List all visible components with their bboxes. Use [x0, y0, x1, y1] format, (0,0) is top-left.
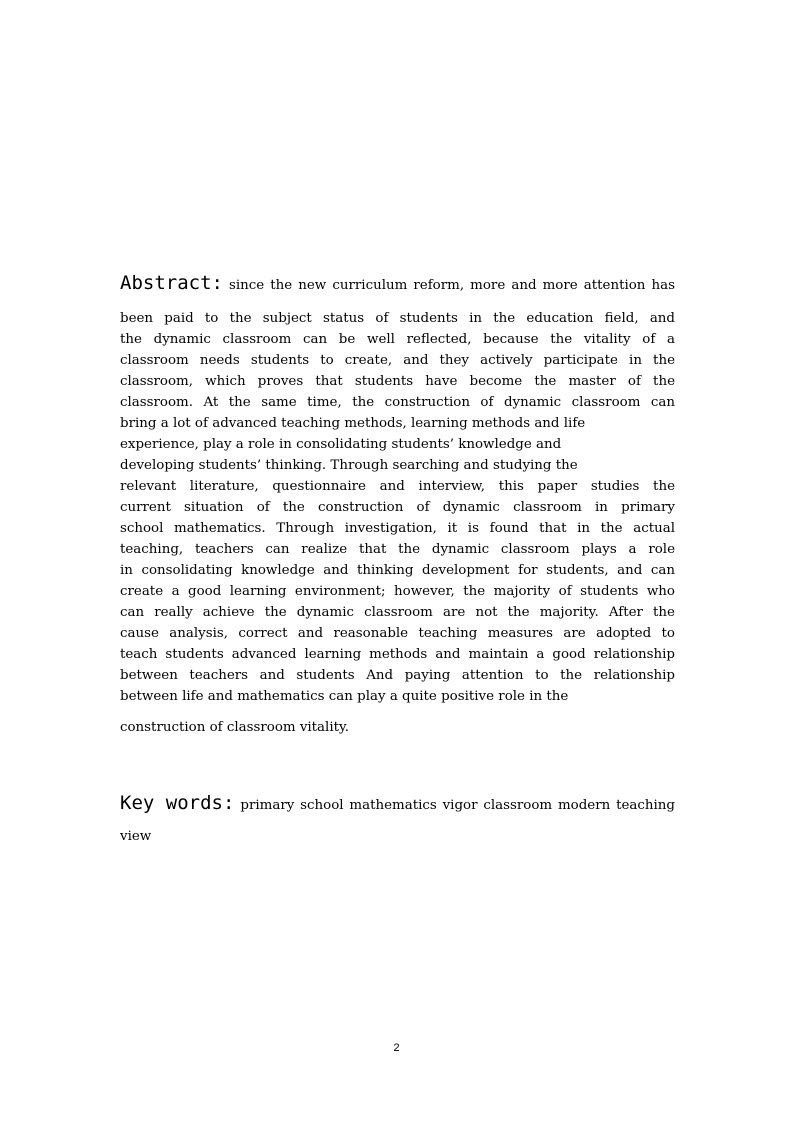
abstract-line: the dynamic classroom can be well reflected, because the vitality of a	[120, 332, 675, 347]
abstract-first-line	[120, 272, 675, 298]
abstract-line: create a good learning environment; however, the majority of students who	[120, 584, 675, 599]
abstract-line: current situation of the construction of dynamic classroom in primary	[120, 500, 675, 515]
keywords-section	[120, 792, 675, 847]
abstract-line: cause analysis, correct and reasonable teaching measures are adopted to	[120, 626, 675, 641]
keywords-text: view	[120, 829, 152, 844]
abstract-line: teaching, teachers can realize that the dynamic classroom plays a role	[120, 542, 675, 557]
abstract-line: experience, play a role in consolidating students’ knowledge and	[120, 437, 562, 452]
abstract-line: between life and mathematics can play a quite positive role in the	[120, 689, 569, 704]
abstract-line: teach students advanced learning methods and maintain a good relationship	[120, 647, 675, 662]
abstract-line: been paid to the subject status of students in the education field, and	[120, 311, 675, 326]
abstract-section	[120, 272, 675, 738]
abstract-line: since the new curriculum reform, more and more attention has	[228, 278, 675, 293]
abstract-line: classroom, which proves that students have become the master of the	[120, 374, 675, 389]
keywords-text: primary school mathematics vigor classroom modern teaching	[240, 798, 675, 813]
keywords-label: Key words:	[120, 792, 235, 814]
abstract-line: in consolidating knowledge and thinking development for students, and can	[120, 563, 675, 578]
abstract-line: construction of classroom vitality.	[120, 720, 350, 735]
abstract-label: Abstract:	[120, 272, 223, 294]
abstract-line: can really achieve the dynamic classroom are not the majority. After the	[120, 605, 675, 620]
keywords-first-line	[120, 792, 675, 818]
abstract-line: bring a lot of advanced teaching methods, learning methods and life	[120, 416, 586, 431]
abstract-line: developing students’ thinking. Through searching and studying the	[120, 458, 578, 473]
abstract-line: school mathematics. Through investigation, it is found that in the actual	[120, 521, 675, 536]
page-number: 2	[393, 1042, 400, 1054]
abstract-line: classroom. At the same time, the construction of dynamic classroom can	[120, 395, 675, 410]
abstract-line: between teachers and students And paying attention to the relationship	[120, 668, 675, 683]
abstract-line: relevant literature, questionnaire and interview, this paper studies the	[120, 479, 675, 494]
abstract-line: classroom needs students to create, and they actively participate in the	[120, 353, 675, 368]
